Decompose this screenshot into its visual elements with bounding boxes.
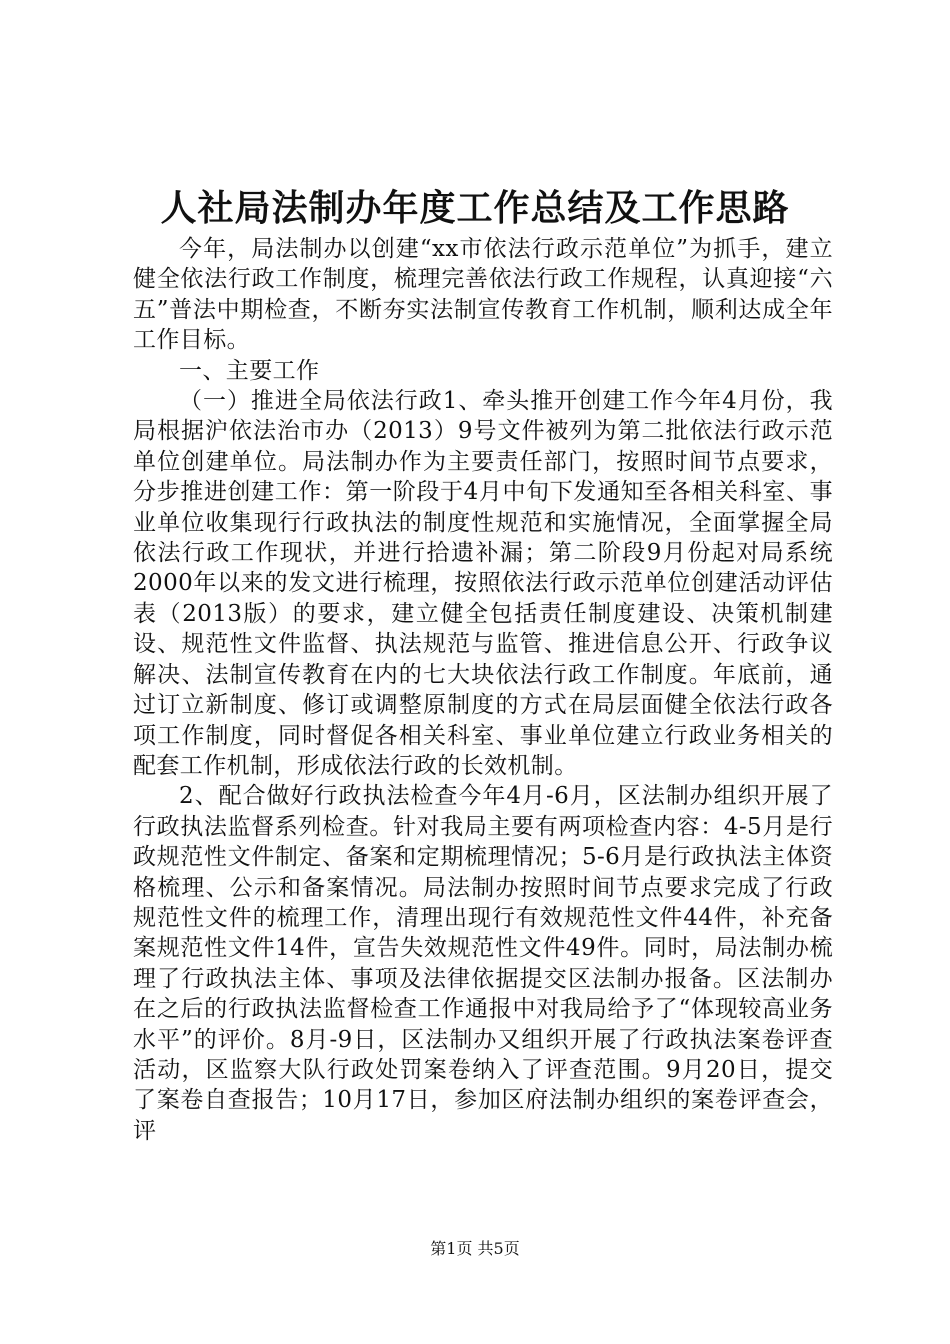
document-body [133, 234, 833, 1146]
paragraph-item-2: 2、配合做好行政执法检查今年4月-6月，区法制办组织开展了行政执法监督系列检查。针对我局主要有两项检查内容：4-5月是行政规范性文件制定、备案和定期梳理情况；5-6月是行政执法主体资格梳理、公示和备案情况。局法制办按照时间节点要求完成了行政规范性文件的梳理工作，清理出现行有效规范性文件44件，补充备案规范性文件14件，宣告失效规范性文件49件。同时，局法制办梳理了行政执法主体、事项及法律依据提交区法制办报备。区法制办在之后的行政执法监督检查工作通报中对我局给予了“体现较高业务水平”的评价。8月-9日，区法制办又组织开展了行政执法案卷评查活动，区监察大队行政处罚案卷纳入了评查范围。9月20日，提交了案卷自查报告；10月17日，参加区府法制办组织的案卷评查会，评 [133, 783, 833, 1144]
paragraph-intro: 今年，局法制办以创建“xx市依法行政示范单位”为抓手，建立健全依法行政工作制度，梳理完善依法行政工作规程，认真迎接“六五”普法中期检查，不断夯实法制宣传教育工作机制，顺利达成全年工作目标。 [133, 236, 833, 354]
page-number-footer: 第1页 共5页 [430, 1239, 520, 1258]
paragraph-item-1: （一）推进全局依法行政1、牵头推开创建工作今年4月份，我局根据沪依法治市办（2013）9号文件被列为第二批依法行政示范单位创建单位。局法制办作为主要责任部门，按照时间节点要求，分步推进创建工作：第一阶段于4月中旬下发通知至各相关科室、事业单位收集现行行政执法的制度性规范和实施情况，全面掌握全局依法行政工作现状，并进行拾遗补漏；第二阶段9月份起对局系统2000年以来的发文进行梳理，按照依法行政示范单位创建活动评估表（2013版）的要求，建立健全包括责任制度建设、决策机制建设、规范性文件监督、执法规范与监管、推进信息公开、行政争议解决、法制宣传教育在内的七大块依法行政工作制度。年底前，通过订立新制度、修订或调整原制度的方式在局层面健全依法行政各项工作制度，同时督促各相关科室、事业单位建立行政业务相关的配套工作机制，形成依法行政的长效机制。 [133, 388, 833, 779]
document-title: 人社局法制办年度工作总结及工作思路 [160, 187, 790, 229]
section-heading-main-work: 一、主要工作 [179, 357, 320, 384]
